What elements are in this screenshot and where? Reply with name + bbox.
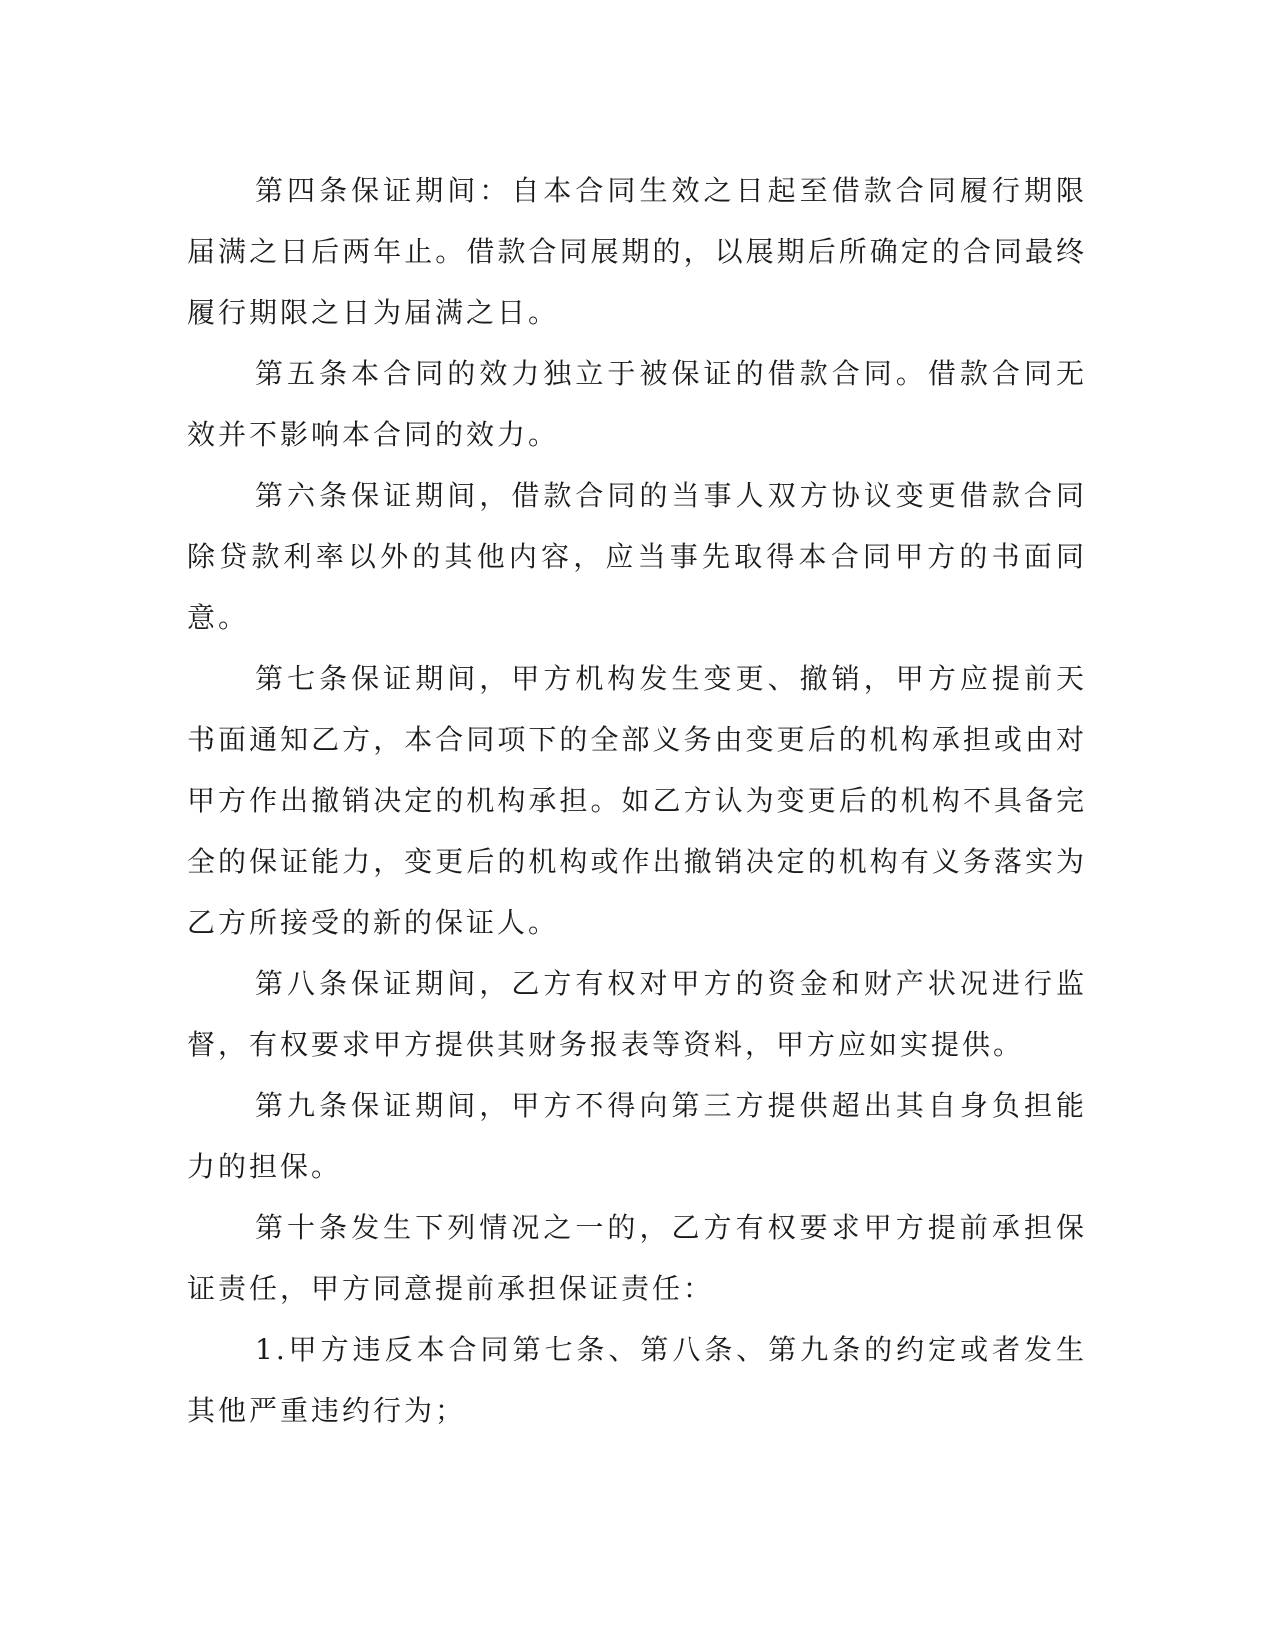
paragraph-article-4: 第四条保证期间：自本合同生效之日起至借款合同履行期限届满之日后两年止。借款合同展期的，以展期后所确定的合同最终履行期限之日为届满之日。 (187, 174, 1087, 329)
paragraph-article-10: 第十条发生下列情况之一的，乙方有权要求甲方提前承担保证责任，甲方同意提前承担保证责任： (187, 1211, 1087, 1305)
paragraph-article-9: 第九条保证期间，甲方不得向第三方提供超出其自身负担能力的担保。 (187, 1089, 1087, 1183)
paragraph-article-5: 第五条本合同的效力独立于被保证的借款合同。借款合同无效并不影响本合同的效力。 (187, 357, 1087, 451)
paragraph-article-7: 第七条保证期间，甲方机构发生变更、撤销，甲方应提前天书面通知乙方，本合同项下的全部义务由变更后的机构承担或由对甲方作出撤销决定的机构承担。如乙方认为变更后的机构不具备完全的保证能力，变更后的机构或作出撤销决定的机构有义务落实为乙方所接受的新的保证人。 (187, 662, 1087, 939)
paragraph-item-1: 1.甲方违反本合同第七条、第八条、第九条的约定或者发生其他严重违约行为； (187, 1333, 1087, 1427)
paragraph-article-8: 第八条保证期间，乙方有权对甲方的资金和财产状况进行监督，有权要求甲方提供其财务报表等资料，甲方应如实提供。 (187, 967, 1087, 1061)
paragraph-article-6: 第六条保证期间，借款合同的当事人双方协议变更借款合同除贷款利率以外的其他内容，应当事先取得本合同甲方的书面同意。 (187, 479, 1087, 634)
document-body (187, 160, 1087, 1441)
